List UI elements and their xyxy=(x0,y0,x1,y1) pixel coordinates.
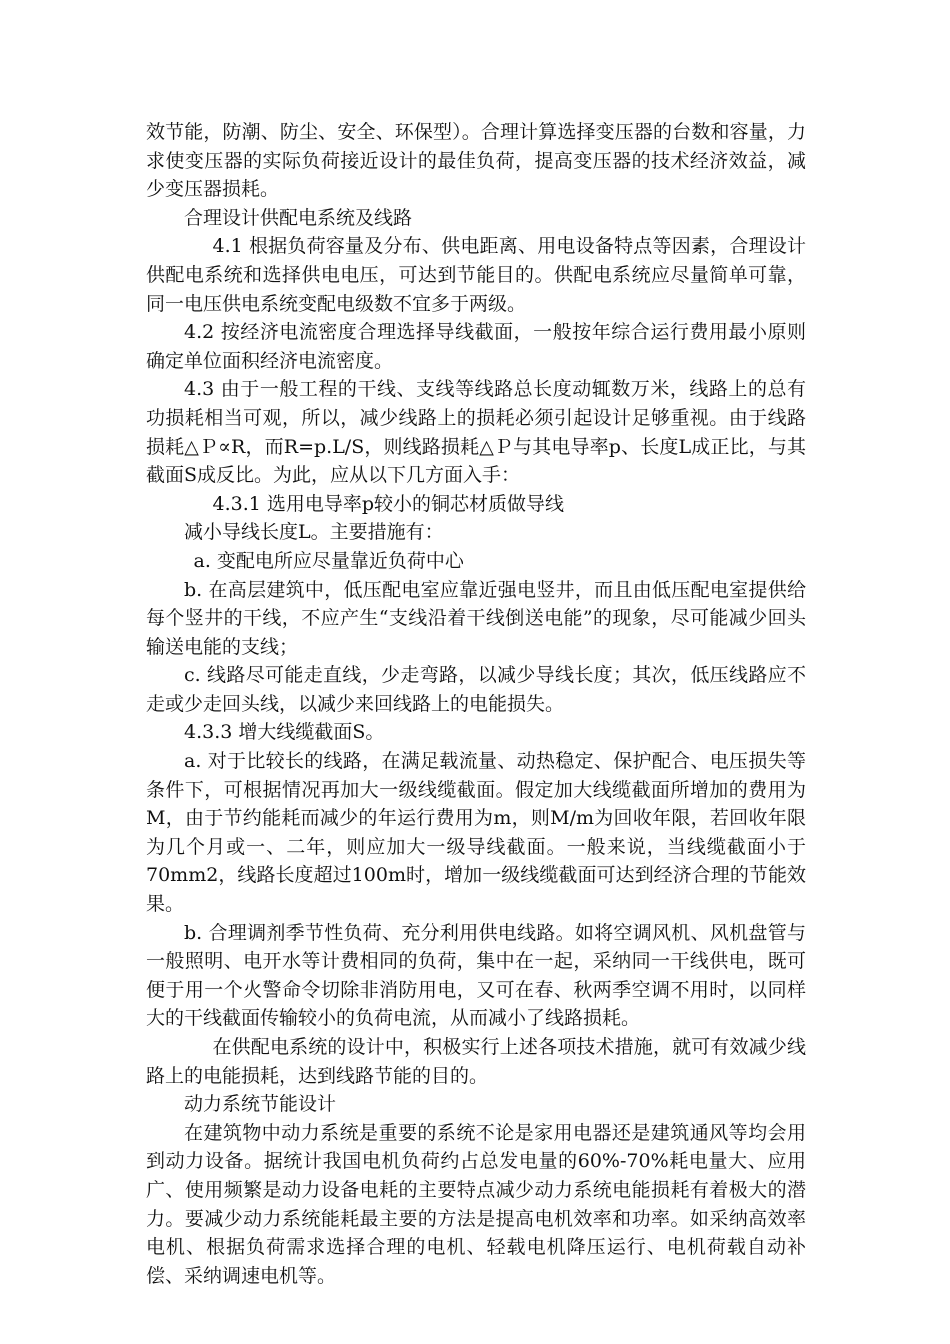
paragraph-item-b: b. 在高层建筑中，低压配电室应靠近强电竖井，而且由低压配电室提供给每个竖井的干线，不应产生“支线沿着干线倒送电能”的现象，尽可能减少回头输送电能的支线； xyxy=(146,578,806,658)
document-body xyxy=(146,118,806,1290)
paragraph-item-c: c. 线路尽可能走直线，少走弯路，以减少导线长度；其次，低压线路应不走或少走回头线，以减少来回线路上的电能损失。 xyxy=(146,664,806,715)
paragraph-cable-b: b. 合理调剂季节性负荷、充分利用供电线路。如将空调风机、风机盘管与一般照明、电开水等计费相同的负荷，集中在一起，采纳同一干线供电，既可便于用一个火警命令切除非消防用电，又可在春、秋两季空调不用时，以同样大的干线截面传输较小的负荷电流，从而减小了线路损耗。 xyxy=(146,921,806,1030)
paragraph-4-3: 4.3 由于一般工程的干线、支线等线路总长度动辄数万米，线路上的总有功损耗相当可观，所以，减少线路上的损耗必须引起设计足够重视。由于线路损耗△Ｐ∝R，而R=p.L/S，则线路损耗△Ｐ与其电导率p、长度L成正比，与其截面S成反比。为此，应从以下几方面入手： xyxy=(146,378,806,487)
paragraph-power-system: 在建筑物中动力系统是重要的系统不论是家用电器还是建筑通风等均会用到动力设备。据统计我国电机负荷约占总发电量的60%-70%耗电量大、应用广、使用频繁是动力设备电耗的主要特点减少动力系统电能损耗有着极大的潜力。要减少动力系统能耗最主要的方法是提高电机效率和功率。如采纳高效率电机、根据负荷需求选择合理的电机、轻载电机降压运行、电机荷载自动补偿、采纳调速电机等。 xyxy=(146,1121,806,1287)
paragraph-cable-a: a. 对于比较长的线路，在满足载流量、动热稳定、保护配合、电压损失等条件下，可根据情况再加大一级线缆截面。假定加大线缆截面所增加的费用为M，由于节约能耗而减少的年运行费用为m，则M/m为回收年限，若回收年限为几个月或一、二年，则应加大一级导线截面。一般来说，当线缆截面小于70mm2，线路长度超过100m时，增加一级线缆截面可达到经济合理的节能效果。 xyxy=(146,750,806,916)
paragraph-reduce-length: 减小导线长度L。主要措施有： xyxy=(184,521,444,544)
heading-power-system: 动力系统节能设计 xyxy=(184,1093,337,1116)
paragraph-4-3-1: 4.3.1 选用电导率p较小的铜芯材质做导线 xyxy=(212,492,565,515)
paragraph-item-a: a. 变配电所应尽量靠近负荷中心 xyxy=(193,549,464,572)
paragraph-transformer: 效节能，防潮、防尘、安全、环保型）。合理计算选择变压器的台数和容量，力求使变压器的实际负荷接近设计的最佳负荷，提高变压器的技术经济效益，减少变压器损耗。 xyxy=(146,121,806,201)
paragraph-4-2: 4.2 按经济电流密度合理选择导线截面，一般按年综合运行费用最小原则确定单位面积经济电流密度。 xyxy=(146,321,806,372)
heading-power-distribution: 合理设计供配电系统及线路 xyxy=(184,206,413,229)
paragraph-summary: 在供配电系统的设计中，积极实行上述各项技术措施，就可有效减少线路上的电能损耗，达到线路节能的目的。 xyxy=(146,1036,806,1087)
paragraph-4-3-3: 4.3.3 增大线缆截面S。 xyxy=(184,721,385,744)
paragraph-4-1: 4.1 根据负荷容量及分布、供电距离、用电设备特点等因素，合理设计供配电系统和选择供电电压，可达到节能目的。供配电系统应尽量简单可靠，同一电压供电系统变配电级数不宜多于两级。 xyxy=(146,235,806,315)
